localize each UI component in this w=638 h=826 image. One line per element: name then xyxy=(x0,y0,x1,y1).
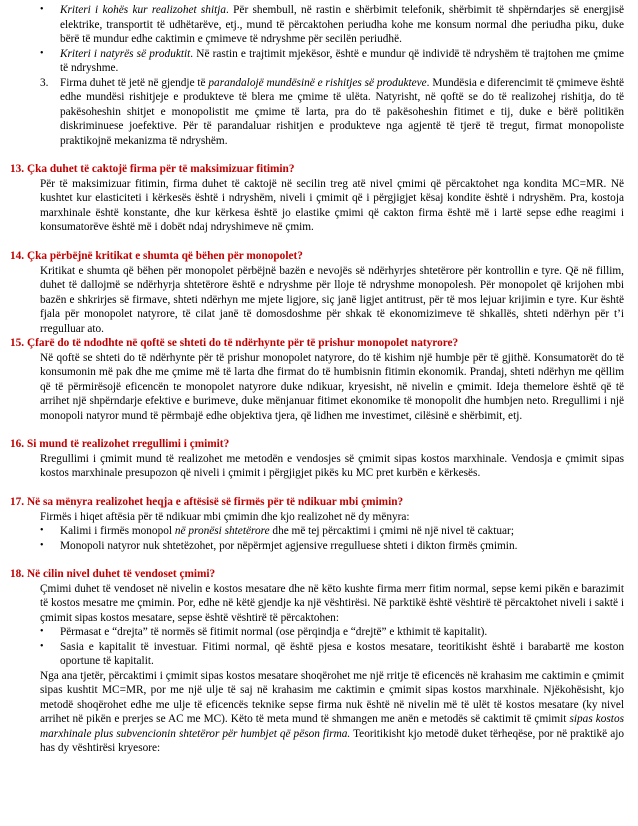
criterion-term: Kriteri i natyrës së produktit xyxy=(60,47,191,60)
list-item: • Monopoli natyror nuk shtetëzohet, por nëpërmjet agjensive rregulluese shteti i dikton firmës çmimin. xyxy=(40,539,518,552)
answer-paragraph: Kritikat e shumta që bëhen për monopolet përbëjnë bazën e nevojës së ndërhyrjes shtetërore për kontrollin e tyre. Që në fillim, duhet të dallojmë se ndërhyrja shtetërore është e ndryshme për lloje të ndryshme monopolesh. Për monopolet që krijohen mbi bazën e shkrirjes së firmave, shteti ndërhyn me mjete ligjore, siç janë ligjet antitrust, për të mos lejuar krijimin e tyre. Kur është fjala për monopolet natyrore, të cilat janë të domosdoshme për shkak të ekonomizimeve të shkallës, shteti ndërhyn për t’i rregulluar ato. xyxy=(40,264,624,335)
list-item: • Kriteri i natyrës së produktit. Në rastin e trajtimit mjekësor, është e mundur që individë të ndryshëm të trajtohen me çmime të ndryshme. xyxy=(40,47,624,74)
answer-paragraph: Rregullimi i çmimit mund të realizohet me metodën e vendosjes së çmimit sipas kostos marxhinale. Vendosja e çmimit sipas kostos marxhinale presupozon që niveli i çmimit i përgjigjet pikës ku MC pret kurbën e kërkesës. xyxy=(40,452,624,480)
bullet-marker: • xyxy=(40,640,44,652)
list-item: • Kalimi i firmës monopol në pronësi shtetërore dhe më tej përcaktimi i çmimi në një nivel të caktuar; xyxy=(40,525,514,538)
question-heading: 16. Si mund të realizohet rregullimi i çmimit? xyxy=(10,438,230,451)
bullet-marker: • xyxy=(40,47,44,59)
number-marker: 3. xyxy=(40,76,49,89)
numbered-item: 3. Firma duhet të jetë në gjendje të parandalojë mundësinë e rishitjes së produkteve. Mundësia e diferencimit të çmimeve është edhe mundësi rishitjeje e produkteve të blera me çmime të ulëta. Natyrisht, në qoftë se do të realizohej rishitja, do të pakësoheshin shitjet e monopolistit me çmime të larta, pra do të pakësoheshin fitimet e tij, duke e bërë politikën diskriminuese joefektive. Për të parandaluar rishitjen e produkteve nga agjentë të tjerë të tregut, firmat monopoliste praktikojnë mekanizma të ndryshëm. xyxy=(40,76,624,147)
bullet-marker: • xyxy=(40,525,44,537)
answer-paragraph: Nga ana tjetër, përcaktimi i çmimit sipas kostos mesatare shoqërohet me një rritje të eficencës në krahasim me caktimin e çmimit sipas kushtit MC=MR, por me një ulje të saj në krahasim me caktimin e çmimit sipas kostos marxhinale. Njëkohësisht, kjo metodë shoqërohet edhe me ulje të eficencës teknike sepse firma nuk është në nivelin më të ulët të kostos mesatare (ky nivel arrihet në pikën e prerjes se AC me MC). Këto të meta mund të shmangen me anën e metodës së caktimit të çmimit sipas kostos marxhinale plus subvencionin shtetëror për humbjet që pëson firma. Teoritikisht kjo metodë duket tërheqëse, por në praktikë ajo has dy vështirësi kryesore: xyxy=(40,669,624,755)
list-item: • Kriteri i kohës kur realizohet shitja. Për shembull, në rastin e shërbimit telefonik, shërbimit të shpërndarjes së energjisë elektrike, transportit të udhëtarëve, etj., mund të përcaktohen periudha kohe me konsum normal dhe periudha piku, duke bërë të mundur edhe caktimin e çmimeve të ndryshme për secilën periudhë. xyxy=(40,4,625,45)
question-heading: 13. Çka duhet të caktojë firma për të maksimizuar fitimin? xyxy=(10,163,295,176)
question-heading: 14. Çka përbëjnë kritikat e shumta që bëhen për monopolet? xyxy=(10,250,303,263)
question-heading: 15. Çfarë do të ndodhte në qoftë se shteti do të ndërhynte për të prishur monopolet natyrore? xyxy=(10,337,459,350)
criterion-term: Kriteri i kohës kur realizohet shitja xyxy=(60,4,227,16)
question-heading: 18. Në cilin nivel duhet të vendoset çmimi? xyxy=(10,568,216,581)
bullet-marker: • xyxy=(40,4,44,15)
answer-paragraph: Çmimi duhet të vendoset në nivelin e kostos mesatare dhe në këto kushte firma merr fitim normal, sepse kemi pikën e barazimit të kostos mesatre me çmimin. Por, edhe në këtë gjendje ka një vështirësi. Në parktikë është vështirë të përcaktohet niveli i saktë i çmimit sipas kostos mesatare, sepse është vështirë të përcaktohen: xyxy=(40,582,624,624)
answer-paragraph: Për të maksimizuar fitimin, firma duhet të caktojë në secilin treg atë nivel çmimi që përcaktohet nga kondita MC=MR. Në kushtet kur elasticiteti i kërkesës është i ndryshëm, niveli i çmimit që i përgjigjet kësaj kondite është i ndryshëm. Pra, kostoja marxhinale është konstante, dhe kur kërkesa është jo elastike çmimi që cakton firma është më i lartë sepse edhe reagimi i konsumatorëve është më i dobët ndaj ndryshimeve në çmim. xyxy=(40,177,624,234)
list-item: • Sasia e kapitalit të investuar. Fitimi normal, që është pjesa e kostos mesatare, teoritikisht është i barabartë me koston oportune të kapitalit. xyxy=(40,640,624,668)
question-heading: 17. Në sa mënyra realizohet heqja e aftësisë së firmës për të ndikuar mbi çmimin? xyxy=(10,496,404,509)
answer-paragraph: Firmës i hiqet aftësia për të ndikuar mbi çmimin dhe kjo realizohet në dy mënyra: xyxy=(40,510,410,523)
bullet-marker: • xyxy=(40,626,44,638)
list-item: • Përmasat e “drejta” të normës së fitimit normal (ose përqindja e “drejtë” e kthimit të kapitalit). xyxy=(40,626,488,639)
bullet-marker: • xyxy=(40,539,44,551)
answer-paragraph: Në qoftë se shteti do të ndërhynte për të prishur monopolet natyrore, do të kishim një humbje për të gjithë. Konsumatorët do të konsumonin më pak dhe me çmime më të larta dhe firmat do të humbisnin fitimin ekonomik. Prandaj, shteti ndërhyn me qëllim që të përmirësojë eficencën te monopolet natyrore duke ndikuar, kryesisht, në nivelin e çmimit. Ideja themelore është që të arrihet një shpërndarje efektive e burimeve, duke mënjanuar fitimet ekonomike të monopolit dhe humbjen neto. Rregullimi i një monopoli natyror mund të përmbajë edhe objektiva tjera, që lidhen me investimet, cilësinë e shërbimit, etj. xyxy=(40,351,624,422)
